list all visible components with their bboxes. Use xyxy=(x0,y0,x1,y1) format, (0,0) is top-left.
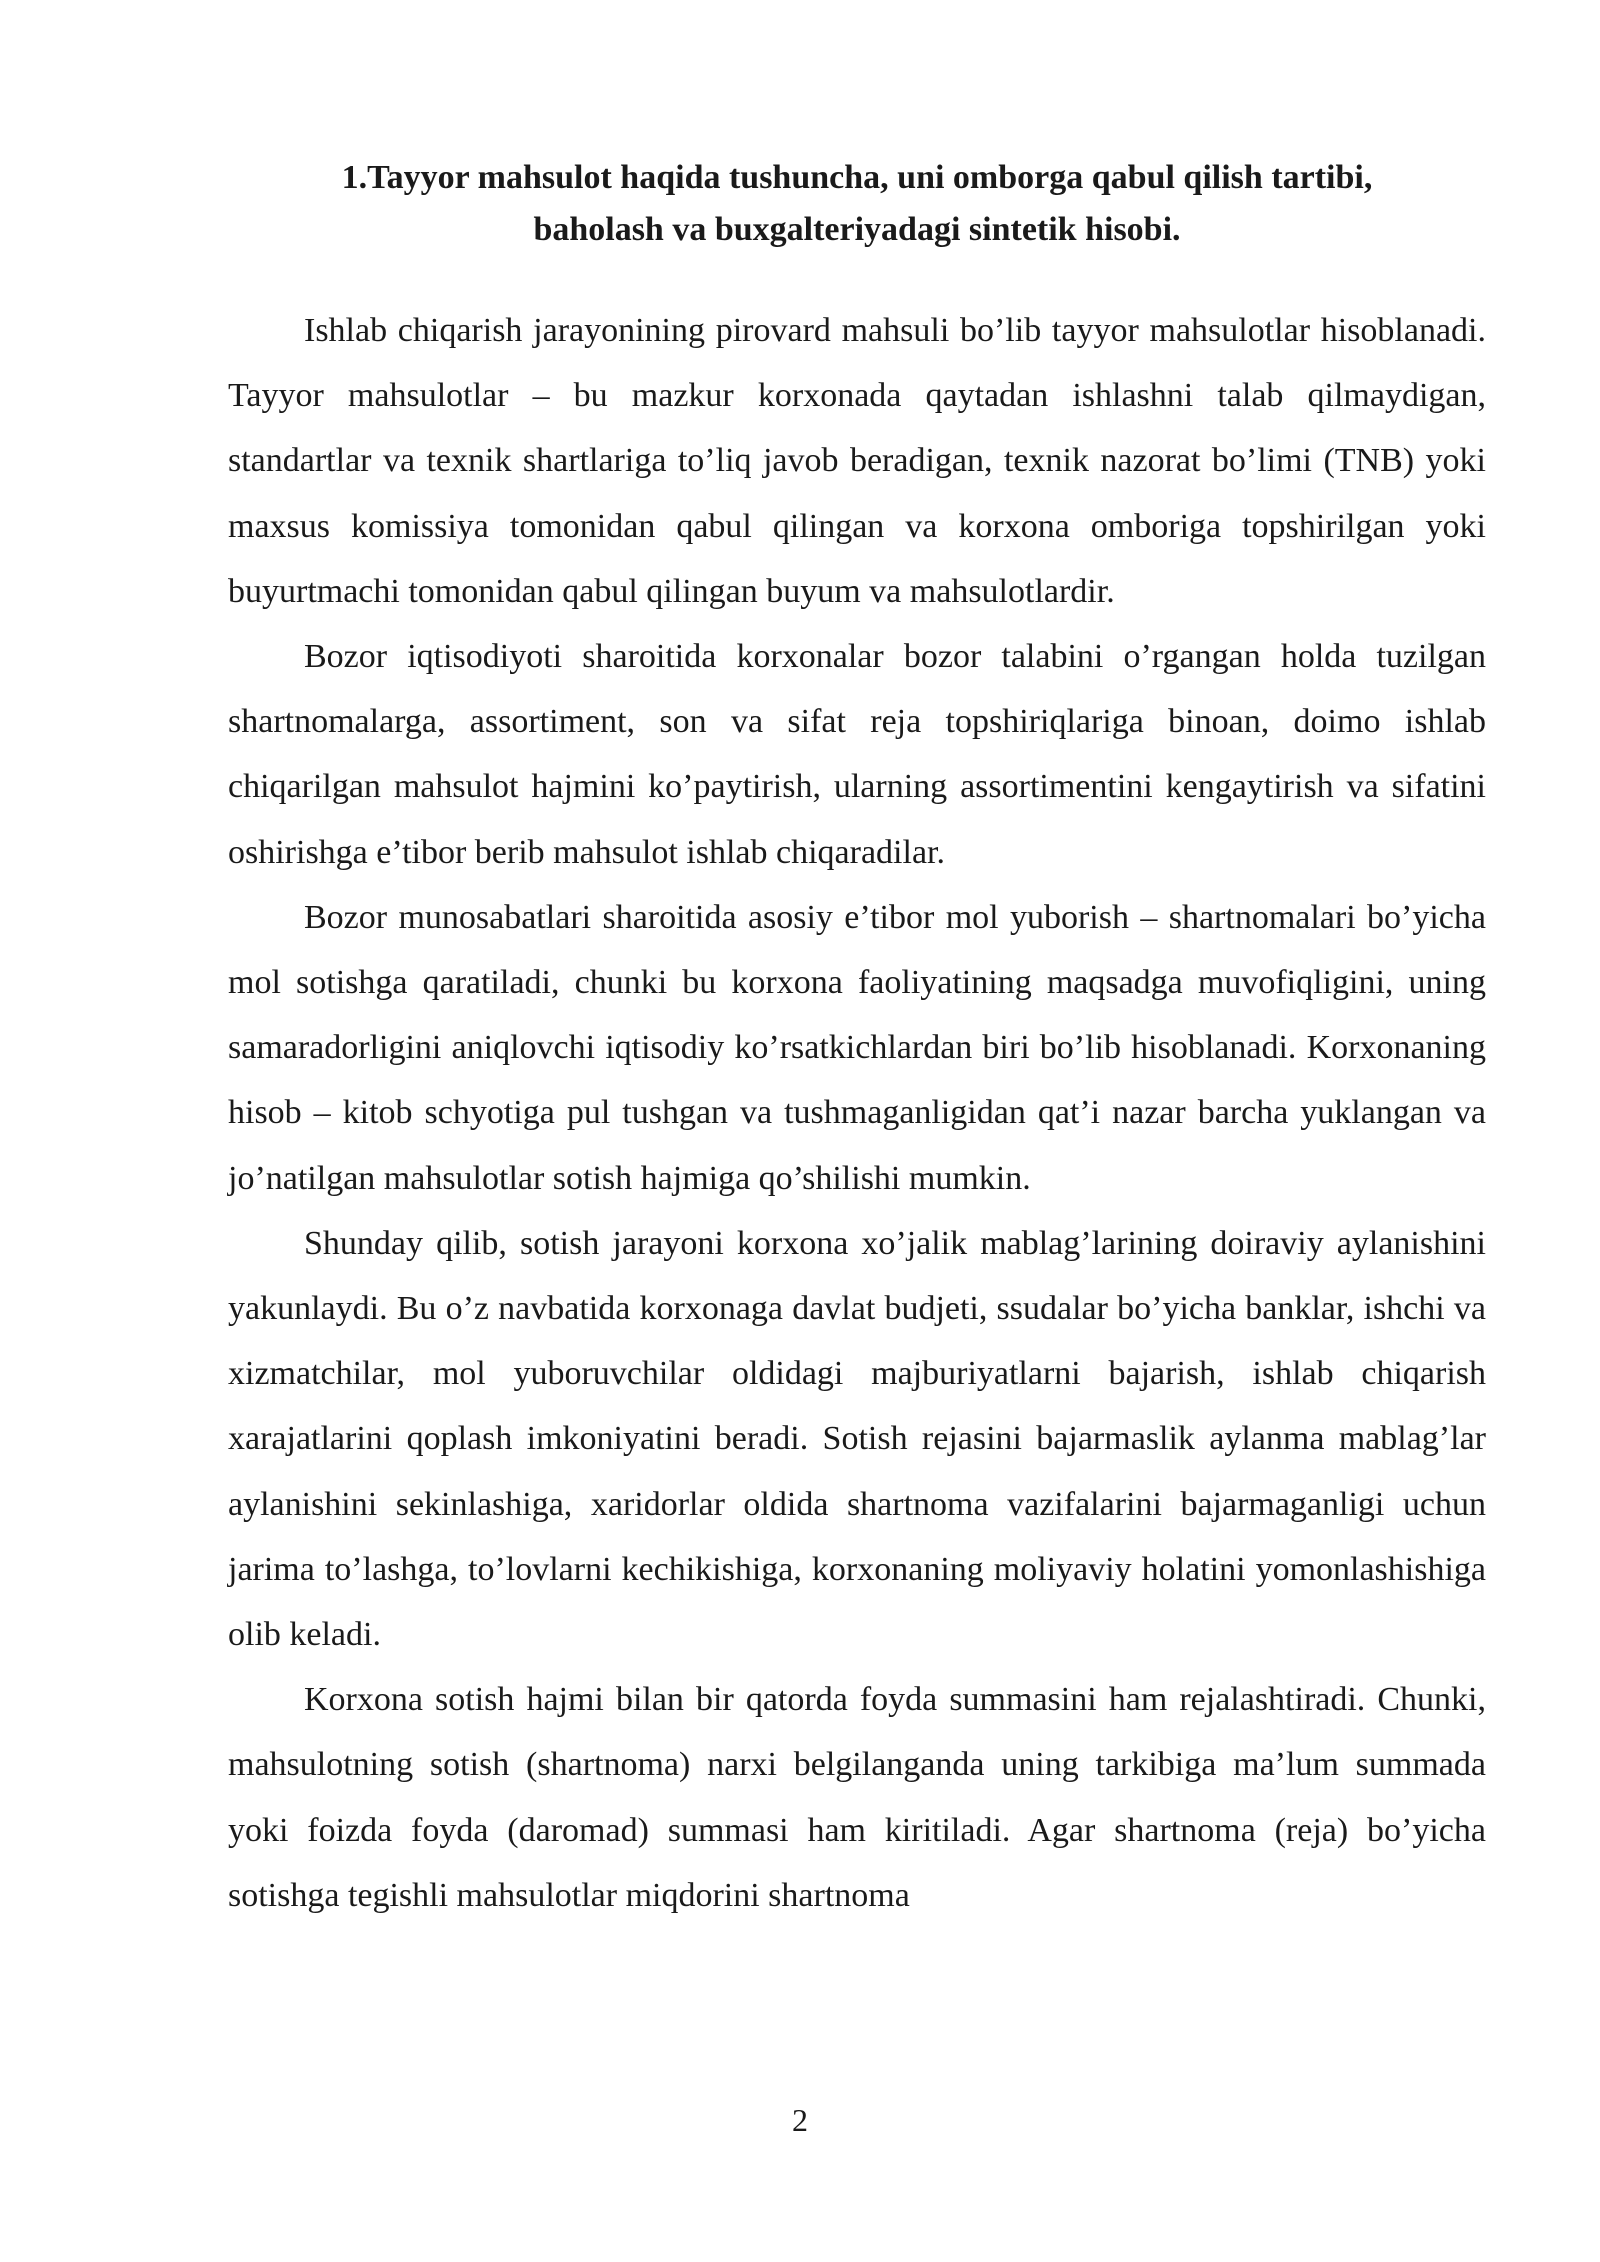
paragraph: Bozor iqtisodiyoti sharoitida korxonalar bozor talabini o’rgangan holda tuzilgan shartnomalarga, assortiment, son va sifat reja topshiriqlariga binoan, doimo ishlab chiqarilgan mahsulot hajmini ko’paytirish, ularning assortimentini kengaytirish va sifatini oshirishga e’tibor berib mahsulot ishlab chiqaradilar. xyxy=(228,638,1486,871)
paragraph: Korxona sotish hajmi bilan bir qatorda foyda summasini ham rejalashtiradi. Chunki, mahsulotning sotish (shartnoma) narxi belgilanganda uning tarkibiga ma’lum summada yoki foizda foyda (daromad) summasi ham kiritiladi. Agar shartnoma (reja) bo’yicha sotishga tegishli mahsulotlar miqdorini shartnoma xyxy=(228,1681,1486,1914)
heading-line-2: baholash va buxgalteriyadagi sintetik hisobi. xyxy=(533,211,1181,248)
paragraph: Shunday qilib, sotish jarayoni korxona xo’jalik mablag’larining doiraviy aylanishini yakunlaydi. Bu o’z navbatida korxonaga davlat budjeti, ssudalar bo’yicha banklar, ishchi va xizmatchilar, mol yuboruvchilar oldidagi majburiyatlarni bajarish, ishlab chiqarish xarajatlarini qoplash imkoniyatini beradi. Sotish rejasini bajarmaslik aylanma mablag’lar aylanishini sekinlashiga, xaridorlar oldida shartnoma vazifalarini bajarmaganligi uchun jarima to’lashga, to’lovlarni kechikishiga, korxonaning moliyaviy holatini yomonlashishiga olib keladi. xyxy=(228,1224,1486,1654)
body-text xyxy=(228,298,1486,1928)
section-heading xyxy=(228,152,1486,256)
document-page xyxy=(228,152,1486,1928)
heading-line-1: 1.Tayyor mahsulot haqida tushuncha, uni omborga qabul qilish tartibi, xyxy=(341,159,1373,196)
page-number: 2 xyxy=(792,2102,808,2138)
paragraph: Ishlab chiqarish jarayonining pirovard mahsuli bo’lib tayyor mahsulotlar hisoblanadi. Tayyor mahsulotlar – bu mazkur korxonada qaytadan ishlashni talab qilmaydigan, standartlar va texnik shartlariga to’liq javob beradigan, texnik nazorat bo’limi (TNB) yoki maxsus komissiya tomonidan qabul qilingan va korxona omboriga topshirilgan yoki buyurtmachi tomonidan qabul qilingan buyum va mahsulotlardir. xyxy=(228,312,1486,610)
paragraph: Bozor munosabatlari sharoitida asosiy e’tibor mol yuborish – shartnomalari bo’yicha mol sotishga qaratiladi, chunki bu korxona faoliyatining maqsadga muvofiqligini, uning samaradorligini aniqlovchi iqtisodiy ko’rsatkichlardan biri bo’lib hisoblanadi. Korxonaning hisob – kitob schyotiga pul tushgan va tushmaganligidan qat’i nazar barcha yuklangan va jo’natilgan mahsulotlar sotish hajmiga qo’shilishi mumkin. xyxy=(228,898,1486,1197)
